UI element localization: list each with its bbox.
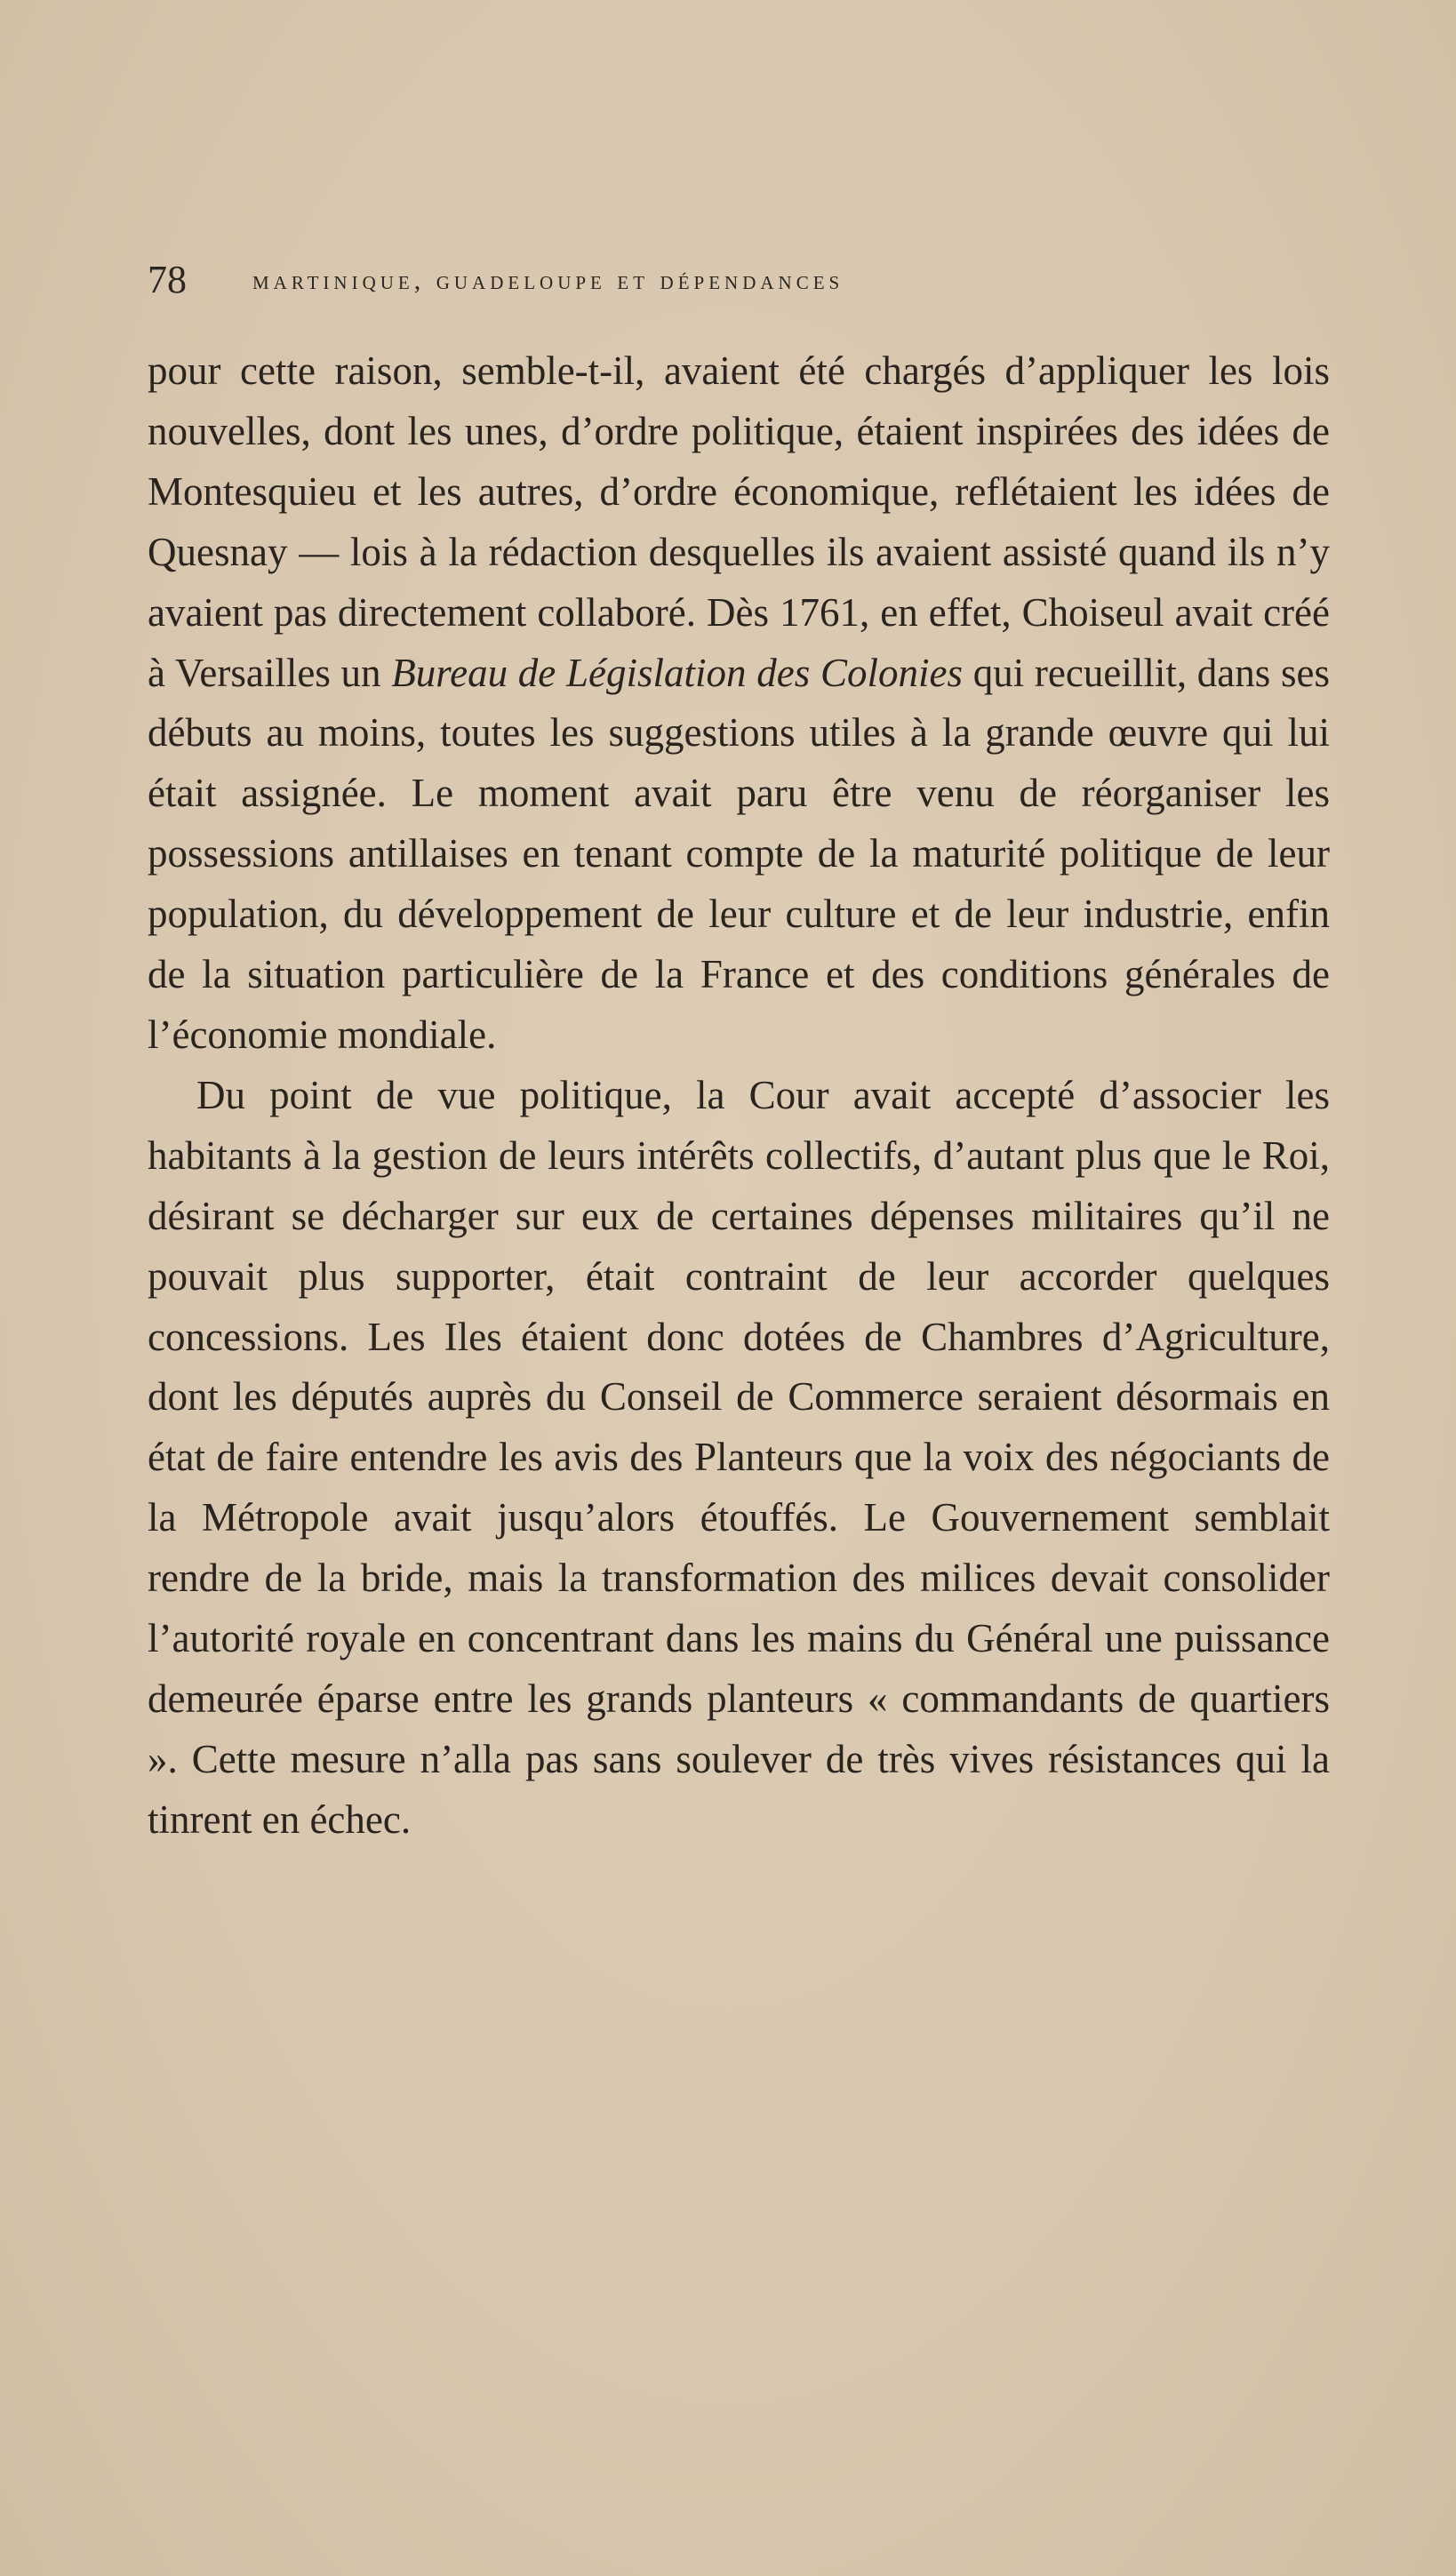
paragraph-1 [148, 341, 1330, 1066]
page-number: 78 [148, 258, 187, 301]
body-text [148, 341, 1330, 1851]
paragraph-1-text-end: qui recueillit, dans ses débuts au moins, toutes les suggestions utiles à la grande œuvre qui lui était assignée. Le moment avait paru être venu de réorganiser les possessions antillaises en tenant compte de la maturité politique de leur population, du développement de leur culture et de leur industrie, enfin de la situation particulière de la France et des conditions générales de l’économie mondiale. [148, 650, 1331, 1057]
page-header [148, 253, 1214, 307]
paragraph-1-text-start: pour cette raison, semble-t-il, avaient été chargés d’appliquer les lois nouvelles, dont les unes, d’ordre politique, étaient inspirées des idées de Montesquieu et les autres, d’ordre économique, reflétaient les idées de Quesnay — lois à la rédaction desquelles ils avaient assisté quand ils n’y avaient pas directement collaboré. Dès 1761, en effet, Choiseul avait créé à Versailles un [148, 348, 1330, 695]
running-head: martinique, guadeloupe et dépendances [252, 266, 844, 295]
italic-title-bureau: Bureau de Législation des Colonies [391, 650, 963, 695]
paragraph-2: Du point de vue politique, la Cour avait accepté d’associer les habitants à la gestion de leurs intérêts collectifs, d’autant plus que le Roi, désirant se décharger sur eux de certaines dépenses militaires qu’il ne pouvait plus supporter, était contraint de leur accorder quelques concessions. Les Iles étaient donc dotées de Chambres d’Agriculture, dont les députés auprès du Conseil de Commerce seraient désormais en état de faire entendre les avis des Planteurs que la voix des négociants de la Métropole avait jusqu’alors étouffés. Le Gouvernement semblait rendre de la bride, mais la transformation des milices devait consolider l’autorité royale en concentrant dans les mains du Général une puissance demeurée éparse entre les grands planteurs « commandants de quartiers ». Cette mesure n’alla pas sans soulever de très vives résistances qui la tinrent en échec. [148, 1072, 1330, 1842]
